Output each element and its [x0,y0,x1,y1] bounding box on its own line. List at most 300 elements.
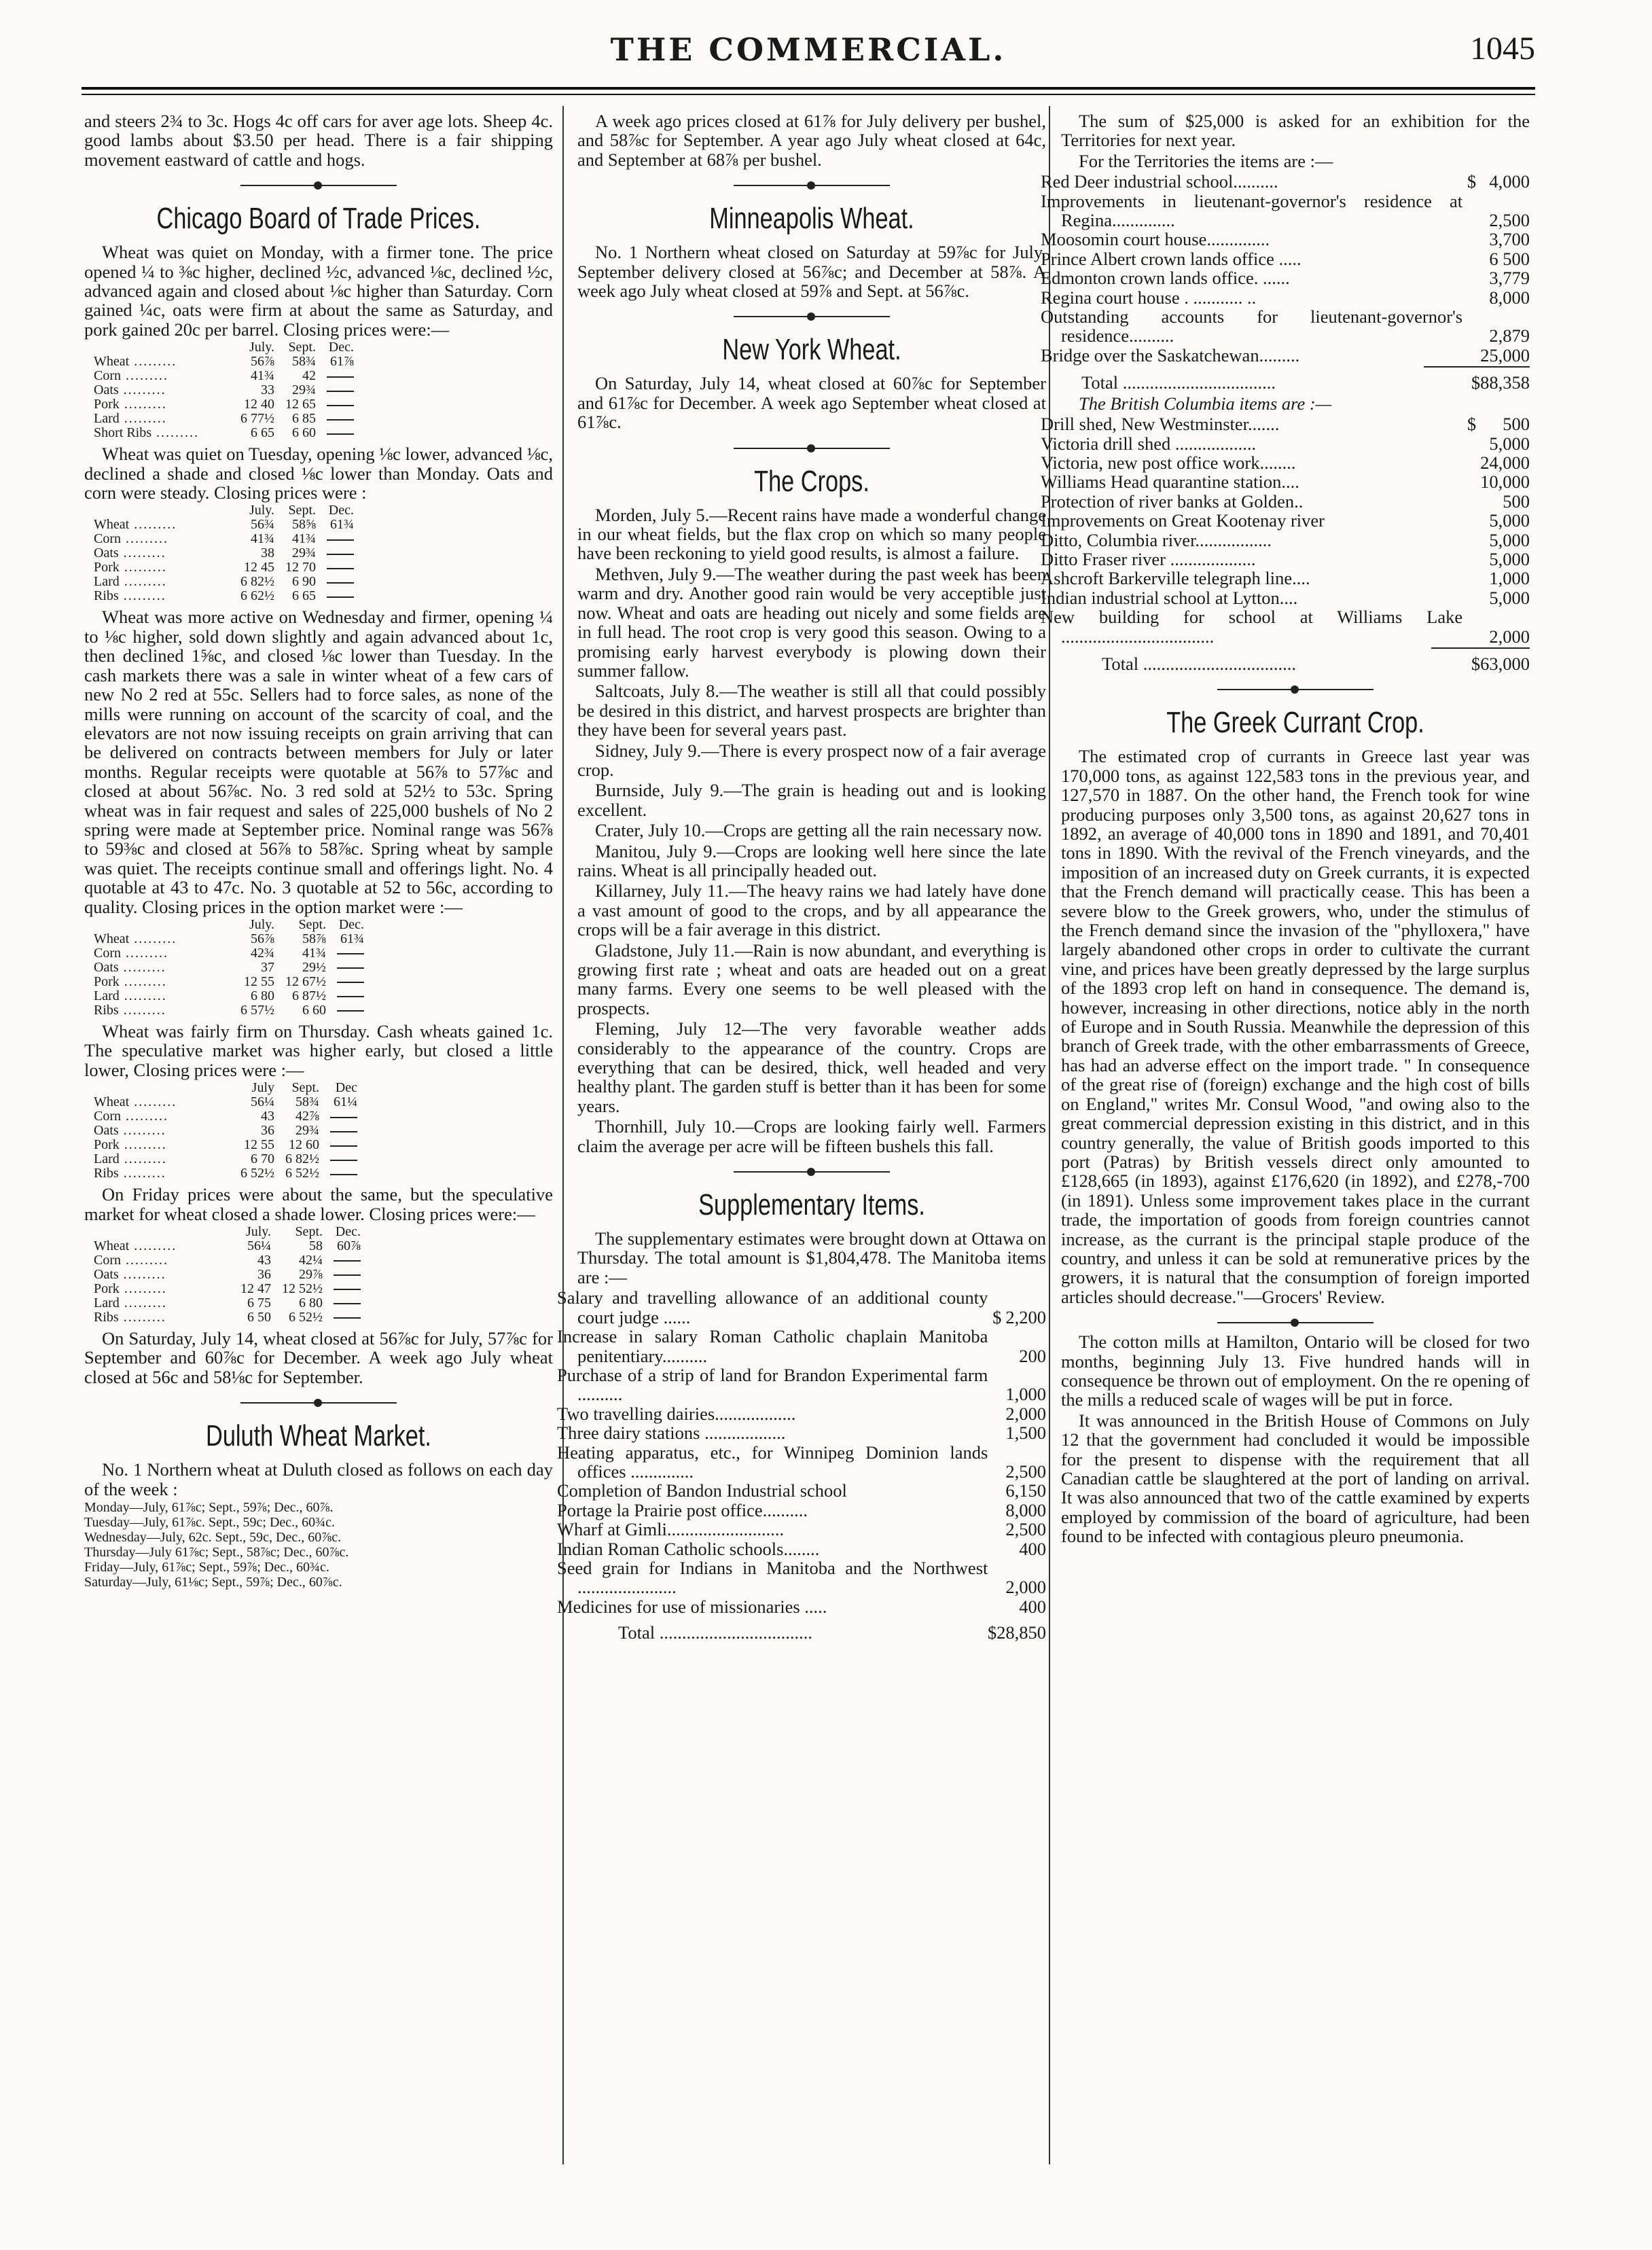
currency-sign [1462,192,1476,230]
currency-sign [1462,472,1476,491]
commodity-name: Wheat ......... [94,517,177,533]
line-item [577,1443,1046,1482]
july-price: 56¼ [251,1094,274,1110]
commodity-label: Ribs [94,1002,119,1018]
item-amount: 10,000 [1480,471,1530,493]
dec-price: 61¾ [340,931,364,946]
commodity-name: Wheat ......... [94,1238,177,1253]
item-amount: 3,779 [1489,268,1530,289]
item-amount: 8,000 [1005,1499,1046,1520]
column-header: July [251,1080,274,1096]
sept-price: 12 60 [289,1137,319,1153]
currency-sign [1462,434,1476,453]
dec-dash [328,1253,366,1268]
july-price: 6 77½ [240,411,274,427]
header-rule [82,87,1535,90]
item-label: Protection of river banks at Golden.. [1041,490,1304,512]
commodity-name: Wheat ......... [94,354,177,370]
dec-dash [325,1138,363,1152]
item-label: Heating apparatus, etc., for Winnipeg Dominion lands offices .............. [557,1442,988,1482]
commodity-label: Lard [94,411,120,427]
item-label: Regina court house . ........... .. [1041,287,1257,308]
july-price: 12 40 [244,397,274,412]
tuesday-paragraph: Wheat was quiet on Tuesday, opening ⅛c lower, advanced ⅛c, declined a shade and closed ⅛c lower than Monday. Oats and corn were steady. Closing prices were : [84,444,553,503]
territories-intro: For the Territories the items are :— [1079,150,1333,171]
exhibition-paragraph: The sum of $25,000 is asked for an exhibition for the Territories for next year. [1061,111,1530,151]
line-item [577,1558,1046,1597]
commodity-label: Corn [94,945,121,961]
july-price: 41¾ [251,531,274,547]
currency-sign [1462,268,1476,287]
commodity-label: Corn [94,1253,121,1268]
thursday-prices-table [94,1081,363,1181]
item-label: Two travelling dairies.................. [557,1403,796,1424]
currency-sign [1462,588,1476,607]
sept-price: 29¾ [295,1123,319,1139]
crop-report: Morden, July 5.—Recent rains have made a wonderful change in our wheat fields, but the flax crop on which so many people have been reckoning to yield good results, is almost a failure. [577,504,1046,564]
dec-dash [325,1124,363,1138]
july-price: 6 82½ [240,574,274,590]
column-1 [84,111,553,1590]
commodity-label: Oats [94,1267,119,1282]
commodity-name: Lard ......... [94,411,167,427]
item-label: Victoria drill shed .................. [1041,433,1257,454]
line-item [1061,268,1530,287]
july-price: 6 52½ [240,1166,274,1181]
header-rule-thin [82,94,1535,95]
bc-intro: The British Columbia items are :— [1079,393,1332,414]
sept-price: 42¼ [299,1253,323,1268]
dec-price: 60⅞ [337,1238,361,1253]
dec-dash [331,989,370,1003]
crop-report: Sidney, July 9.—There is every prospect now of a fair average crop. [577,740,1046,780]
publication-title: THE COMMERCIAL. [610,31,1007,68]
total-amount: $88,358 [1424,367,1530,392]
dec-dash [321,589,359,603]
crop-report: Saltcoats, July 8.—The weather is still all that could possibly be desired in this district, and harvest prospects are brighter than they have been for several years past. [577,681,1046,740]
item-amount: 4,000 [1489,171,1530,192]
sept-price: 6 87½ [292,988,326,1003]
july-price: 6 75 [247,1296,271,1310]
friday-paragraph: On Friday prices were about the same, but the speculative market for wheat closed a shade lower. Closing prices were:— [84,1184,553,1224]
currency-sign [1462,288,1476,307]
commodity-name: Ribs ......... [94,1310,166,1325]
dec-dash [328,1282,366,1296]
commodity-label: Pork [94,1137,120,1153]
table-row [94,383,359,397]
july-price: 6 57½ [240,1002,274,1018]
newyork-paragraph: On Saturday, July 14, wheat closed at 60⅞c for September and 61⅞c for December. A week ago September wheat closed at 61⅞c. [577,373,1046,433]
commodity-label: Corn [94,531,121,547]
commodity-name: Pork ......... [94,397,167,412]
item-amount: 500 [1503,414,1530,435]
currency-sign [1462,607,1476,646]
column-header: Sept. [291,1080,319,1096]
item-amount: 1,000 [1489,568,1530,589]
line-item [1061,230,1530,249]
item-label: Medicines for use of missionaries ..... [557,1596,827,1617]
total-label: Total .................................. [1081,372,1276,393]
item-label: New building for school at Williams Lake .................................. [1041,607,1463,647]
line-item [577,1481,1046,1500]
line-item [577,1539,1046,1558]
table-row [94,369,359,383]
currency-sign [1462,249,1476,268]
livestock-paragraph: and steers 2¾ to 3c. Hogs 4c off cars for aver age lots. Sheep 4c. good lambs about $3.50 per head. There is a fair shipping movement eastward of cattle and hogs. [84,111,553,170]
commodity-name: Wheat ......... [94,1094,177,1110]
item-amount: 2,200 [1005,1306,1046,1327]
dec-dash [331,1003,370,1018]
dec-dash [331,961,370,975]
item-amount: 400 [1019,1538,1046,1559]
item-amount: 5,000 [1489,510,1530,531]
table-row [94,1109,363,1124]
july-price: 43 [257,1253,271,1268]
column-header: Dec. [328,340,354,355]
line-item [1061,288,1530,307]
item-amount: 200 [1019,1345,1046,1366]
commodity-name: Oats ......... [94,959,166,975]
total-amount: $28,850 [987,1622,1046,1643]
commodity-name: Oats ......... [94,1123,166,1139]
item-amount: 400 [1019,1596,1046,1617]
line-item [1061,414,1530,433]
item-label: Salary and travelling allowance of an additional county court judge ...... [557,1287,988,1327]
commodity-label: Lard [94,988,120,1003]
minneapolis-paragraph: No. 1 Northern wheat closed on Saturday at 59⅞c for July. September delivery closed at 56⅞c; and December at 58⅞. A week ago July wheat closed at 59⅞ and Sept. at 56⅞c. [577,242,1046,302]
table-row [94,1239,366,1253]
item-label: Prince Albert crown lands office ..... [1041,248,1301,269]
july-price: 33 [261,382,274,398]
table-header [94,918,370,932]
table-row [94,1095,363,1109]
currency-sign [988,1597,1001,1616]
item-amount: 2,000 [1005,1577,1046,1598]
line-item [1061,550,1530,569]
table-row [94,560,359,575]
item-amount: 1,000 [1005,1384,1046,1405]
dec-dash [321,397,359,412]
currency-sign: $ [1467,414,1477,435]
tuesday-prices-table [94,503,359,603]
dec-dash [321,532,359,546]
july-price: 6 80 [251,988,274,1003]
commodity-name: Oats ......... [94,1267,166,1282]
section-ornament [734,179,890,192]
column-header: July. [245,1224,271,1239]
line-item [577,1327,1046,1365]
duluth-heading: Duluth Wheat Market. [206,1419,431,1453]
commodity-name: Pork ......... [94,560,167,575]
duluth-intro: No. 1 Northern wheat at Duluth closed as follows on each day of the week : [84,1459,553,1499]
commodity-label: Ribs [94,588,119,604]
line-item [1061,346,1530,365]
commodity-name: Pork ......... [94,1281,167,1296]
dec-dash [328,1268,366,1282]
currency-sign [988,1365,1001,1404]
sept-price: 12 70 [285,560,316,575]
dec-price: 61¼ [334,1094,357,1110]
item-amount: 2,000 [1005,1403,1046,1424]
july-price: 36 [261,1123,274,1139]
july-price: 37 [261,959,274,975]
currency-sign [988,1558,1001,1597]
table-row [94,975,370,989]
dec-dash [328,1296,366,1310]
crop-report: Fleming, July 12—The very favorable weather adds considerably to the appearance of the country. Crops are everything that can be desired, thick, well headed and very healthy plant. The garden stuff is better than it has been for some years. [577,1018,1046,1116]
july-price: 12 45 [244,560,274,575]
item-label: Moosomin court house.............. [1041,229,1270,250]
currency-sign [1462,346,1476,365]
commodity-label: Ribs [94,1310,119,1325]
duluth-day: Saturday—July, 61⅛c; Sept., 59⅞; Dec., 60⅞c. [84,1575,342,1590]
line-item [577,1520,1046,1539]
currency-sign [988,1501,1001,1520]
item-amount: 2,000 [1489,626,1530,647]
column-header: Sept. [298,916,326,932]
column-header: Dec [335,1080,357,1096]
sept-price: 42⅞ [295,1109,319,1124]
duluth-daily-list [84,1500,553,1590]
commodity-label: Pork [94,1281,120,1296]
item-amount: 5,000 [1489,548,1530,569]
line-item [1061,249,1530,268]
commodity-name: Corn ......... [94,368,168,384]
manitoba-items-table [557,1287,1046,1617]
duluth-day: Tuesday—July, 61⅞c. Sept., 59c; Dec., 60¾c. [84,1515,336,1531]
sept-price: 58⅝ [292,517,316,533]
table-row [94,932,370,946]
sept-price: 58⅞ [302,931,326,946]
duluth-day: Wednesday—July, 62c. Sept., 59c, Dec., 60⅞c. [84,1530,342,1546]
crop-report: Thornhill, July 10.—Crops are looking fairly well. Farmers claim the average per acre will be fifteen bushels this fall. [577,1116,1046,1156]
column-header: July. [249,340,274,355]
crop-report: Methven, July 9.—The weather during the past week has been warm and dry. Another good rain would be very acceptible just now. Wheat and oats are heading out nicely and some fields are in full head. The root crop is very good this season. Owing to a promising early harvest everybody is plowing down their summer fallow. [577,563,1046,681]
duluth-day: Friday—July, 61⅞c; Sept., 59⅞; Dec., 60¾c. [84,1560,329,1575]
commodity-name: Oats ......... [94,546,166,561]
duluth-day: Monday—July, 61⅞c; Sept., 59⅞; Dec., 60⅞. [84,1500,334,1516]
item-label: Indian Roman Catholic schools........ [557,1538,820,1559]
sept-price: 29¾ [292,546,316,561]
item-label: Outstanding accounts for lieutenant-governor's residence.......... [1041,306,1463,346]
line-item [577,1597,1046,1616]
item-amount: 500 [1503,490,1530,512]
page-number: 1045 [1470,31,1535,67]
line-item [1061,472,1530,491]
currency-sign [1462,511,1476,530]
currency-sign [1462,550,1476,569]
item-label: Edmonton crown lands office. ...... [1041,268,1290,289]
commodity-name: Ribs ......... [94,588,166,604]
table-row [94,1138,363,1152]
table-header [94,1081,363,1095]
currency-sign [1462,531,1476,550]
currency-sign [988,1423,1001,1442]
column-header: Dec. [335,1224,361,1239]
table-row [94,1166,363,1181]
table-row [94,961,370,975]
table-row [94,1310,366,1325]
section-ornament [734,442,890,455]
saturday-paragraph: On Saturday, July 14, wheat closed at 56⅞c for July, 57⅞c for September and 60⅞c for December. A week ago July wheat closed at 56c and 58⅛c for September. [84,1328,553,1387]
item-amount: 3,700 [1489,229,1530,250]
commodity-label: Wheat [94,517,130,533]
july-price: 43 [261,1109,274,1124]
bc-items-table [1041,414,1530,647]
sept-price: 29¾ [292,382,316,398]
commodity-name: Corn ......... [94,1109,168,1124]
item-label: Victoria, new post office work........ [1041,452,1296,473]
currency-sign [988,1539,1001,1558]
item-label: Bridge over the Saskatchewan......... [1041,344,1300,365]
sept-price: 6 82½ [285,1151,319,1167]
dec-dash [321,575,359,589]
territories-total [1061,366,1530,392]
sept-price: 6 85 [292,411,316,427]
column-divider [562,106,564,2164]
commodity-label: Corn [94,368,121,384]
supplementary-intro: The supplementary estimates were brought down at Ottawa on Thursday. The total amount is $1,804,478. The Manitoba items are :— [577,1228,1046,1287]
dec-dash [328,1310,366,1325]
item-amount: 2,500 [1489,210,1530,231]
commodity-label: Oats [94,1123,119,1139]
line-item [1061,511,1530,530]
table-row [94,1282,366,1296]
bc-total [1061,647,1530,673]
dec-dash [321,426,359,440]
line-item [1061,172,1530,191]
sept-price: 58¾ [292,354,316,370]
item-label: Ashcroft Barkerville telegraph line.... [1041,568,1310,589]
sept-price: 6 52½ [285,1166,319,1181]
july-price: 38 [261,546,274,561]
commodity-label: Short Ribs [94,425,152,441]
cattle-paragraph: It was announced in the British House of Commons on July 12 that the government had concluded it would be impossible for the present to dispense with the requirement that all Canadian cattle be slaughtered at the port of landing on arrival. It was also announced that two of the cattle examined by experts employed by commission of the board of agriculture, had been found to be infected with contagious pleuro pneumonia. [1061,1410,1530,1547]
sept-price: 58 [309,1238,323,1253]
commodity-label: Pork [94,560,120,575]
dec-price: 61⅞ [330,354,354,370]
commodity-name: Corn ......... [94,1253,168,1268]
supplementary-heading: Supplementary Items. [698,1188,925,1222]
crop-report: Gladstone, July 11.—Rain is now abundant, and everything is growing first rate ; wheat and oats are headed out on a great many farms. Every one seems to be well pleased with the prospects. [577,940,1046,1018]
july-price: 12 47 [240,1281,271,1296]
crop-report: Manitou, July 9.—Crops are looking well here since the late rains. Wheat is all principally headed out. [577,840,1046,880]
commodity-label: Wheat [94,1238,130,1253]
monday-prices-table [94,340,359,440]
table-header [94,503,359,518]
line-item [577,1501,1046,1520]
sept-price: 41¾ [302,945,326,961]
column-header: July. [249,503,274,518]
commodity-label: Oats [94,959,119,975]
thursday-paragraph: Wheat was fairly firm on Thursday. Cash wheats gained 1c. The speculative market was higher early, but closed a little lower, Closing prices were :— [84,1020,553,1080]
item-label: Indian industrial school at Lytton.... [1041,587,1298,608]
currency-sign [1462,307,1476,346]
week-ago-paragraph: A week ago prices closed at 61⅞ for July delivery per bushel, and 58⅞c for September. A year ago July wheat closed at 64c, and September at 68⅞ per bushel. [577,111,1046,170]
column-header: Sept. [288,340,316,355]
item-label: Drill shed, New Westminster....... [1041,414,1280,435]
line-item [1061,492,1530,511]
commodity-name: Corn ......... [94,945,168,961]
table-row [94,1253,366,1268]
july-price: 41¾ [251,368,274,384]
dec-dash [331,975,370,989]
item-amount: 5,000 [1489,433,1530,454]
commodity-label: Corn [94,1109,121,1124]
july-price: 6 70 [251,1151,274,1167]
greek-currant-paragraph: The estimated crop of currants in Greece last year was 170,000 tons, as against 122,583 tons in the previous year, and 127,570 in 1887. On the other hand, the French took for wine producing purposes only 3,500 tons, as against 20,627 tons in 1892, an average of 40,000 tons in 1890 and 1891, and 70,401 tons in 1890. With the revival of the French vineyards, and the imposition of an increased duty on Greek currants, it is expected that the French demand will practically cease. This has been a severe blow to the Greek growers, who, under the stimulus of the French demand since the invasion of the "phylloxera," have largely abandoned other crops in order to cultivate the currant vine, and prices have been greatly depressed by the large surplus of the 1893 crop left on hand in consequence. The demand is, however, increasing in other directions, notice ably in the north of Europe and in South Russia. Meanwhile the depression of this branch of Greek trade, with the other embarrassments of Greece, has had an adverse effect on the import trade. " In consequence of the great rise of (foreign) exchange and the high cost of bills on England," writes Mr. Consul Wood, "and owing also to the great commercial depression existing in this district, and in this country generally, the value of British goods imported to this port (Patras) by British vessels direct only amounted to £128,665 (in 1893), against £176,620 (in 1892), and £278,-700 (in 1891). Unless some improvement takes place in the currant trade, the importation of goods from foreign countries cannot increase, as the currant is the principal staple produce of the country, and unless it can be sold at remunerative prices by the growers, it is natural that the consumption of foreign imported articles should decrease."—Grocers' Review. [1061,746,1530,1307]
currency-sign [1462,569,1476,588]
sept-price: 6 65 [292,588,316,604]
sept-price: 42 [302,368,316,384]
newyork-heading: New York Wheat. [722,333,901,367]
july-price: 56¼ [247,1238,271,1253]
sept-price: 12 65 [285,397,316,412]
commodity-label: Ribs [94,1166,119,1181]
commodity-name: Lard ......... [94,1296,167,1310]
sept-price: 29½ [302,959,326,975]
table-row [94,518,359,532]
total-amount: $63,000 [1431,648,1530,673]
table-row [94,989,370,1003]
item-label: Completion of Bandon Industrial school [557,1480,847,1501]
commodity-name: Corn ......... [94,531,168,547]
crops-heading: The Crops. [754,464,869,498]
line-item [1061,192,1530,230]
item-label: Wharf at Gimli.......................... [557,1519,785,1540]
currency-sign: $ [1467,171,1477,192]
item-amount: 6 500 [1489,248,1530,269]
table-row [94,589,359,603]
item-amount: 1,500 [1005,1423,1046,1444]
currency-sign [988,1327,1001,1365]
commodity-name: Short Ribs ......... [94,425,200,441]
line-item [1061,531,1530,550]
column-2 [557,111,1046,1644]
commodity-label: Pork [94,974,120,989]
july-price: 56¾ [251,517,274,533]
line-item [1061,307,1530,346]
dec-dash [325,1166,363,1181]
item-label: Improvements on Great Kootenay river [1041,510,1325,531]
line-item [1061,588,1530,607]
item-label: Increase in salary Roman Catholic chaplain Manitoba penitentiary.......... [557,1326,988,1366]
commodity-name: Pork ......... [94,1137,167,1153]
section-ornament [240,1396,397,1410]
column-header: Dec. [328,503,354,518]
table-row [94,1003,370,1018]
item-label: Seed grain for Indians in Manitoba and the Northwest ...................... [557,1557,988,1598]
item-label: Williams Head quarantine station.... [1041,471,1299,493]
item-amount: 6,150 [1005,1480,1046,1501]
dec-dash [331,946,370,961]
sept-price: 12 52½ [282,1281,323,1296]
friday-prices-table [94,1225,366,1325]
section-ornament [734,1165,890,1179]
currency-sign [1462,230,1476,249]
greek-currant-heading: The Greek Currant Crop. [1166,706,1424,740]
item-label: Purchase of a strip of land for Brandon Experimental farm .......... [557,1364,988,1405]
table-header [94,340,359,355]
table-row [94,546,359,560]
commodity-name: Lard ......... [94,574,167,590]
commodity-label: Wheat [94,354,130,370]
line-item [1061,607,1530,646]
territories-items-table [1041,171,1530,365]
commodity-label: Oats [94,546,119,561]
item-label: Portage la Prairie post office.......... [557,1499,808,1520]
currency-sign [988,1481,1001,1500]
